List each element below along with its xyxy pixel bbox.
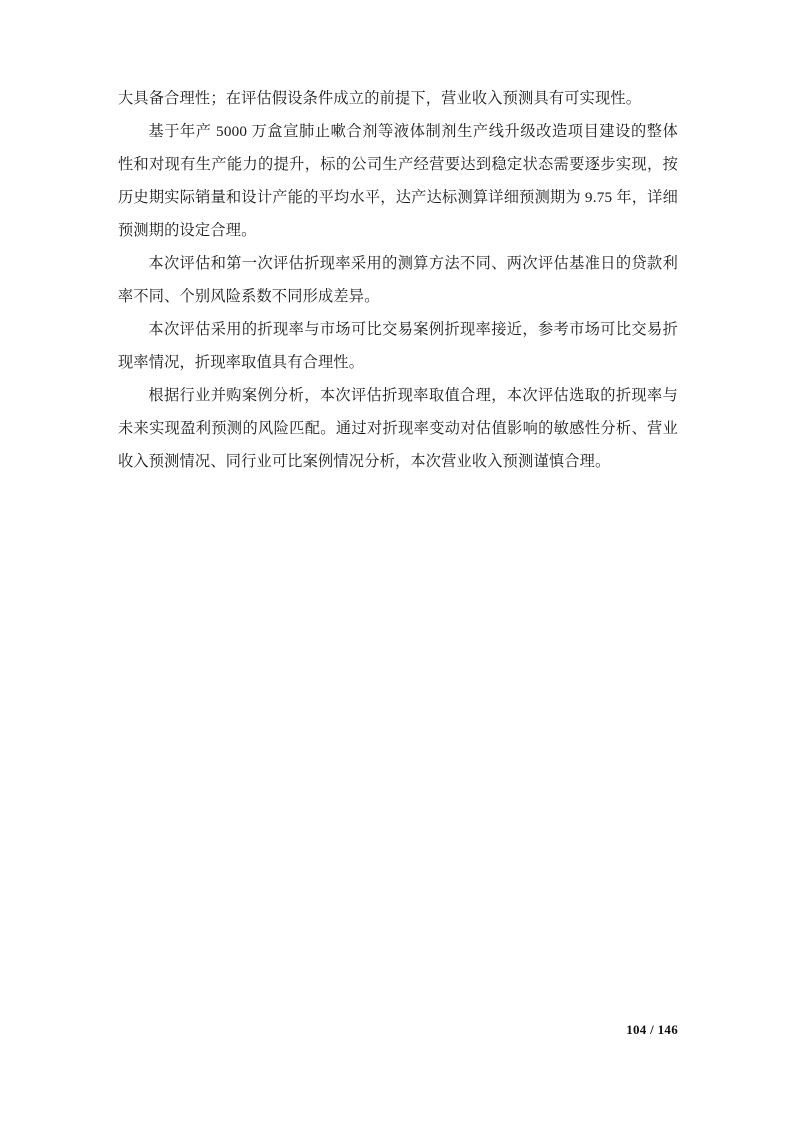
paragraph: 根据行业并购案例分析，本次评估折现率取值合理，本次评估选取的折现率与未来实现盈利预测的风险匹配。通过对折现率变动对估值影响的敏感性分析、营业收入预测情况、同行业可比案例情况分析，本次营业收入预测谨慎合理。 [118,387,678,470]
paragraph: 本次评估和第一次评估折现率采用的测算方法不同、两次评估基准日的贷款利率不同、个别风险系数不同形成差异。 [118,255,678,305]
page-number: 104 / 146 [626,1022,678,1037]
paragraph: 大具备合理性；在评估假设条件成立的前提下，营业收入预测具有可实现性。 [118,90,642,107]
paragraph: 基于年产 5000 万盒宣肺止嗽合剂等液体制剂生产线升级改造项目建设的整体性和对现有生产能力的提升，标的公司生产经营要达到稳定状态需要逐步实现，按历史期实际销量和设计产能的平均水平，达产达标测算详细预测期为 9.75 年，详细预测期的设定合理。 [118,123,678,239]
paragraph: 本次评估采用的折现率与市场可比交易案例折现率接近，参考市场可比交易折现率情况，折现率取值具有合理性。 [118,321,678,371]
document-body [118,82,678,478]
